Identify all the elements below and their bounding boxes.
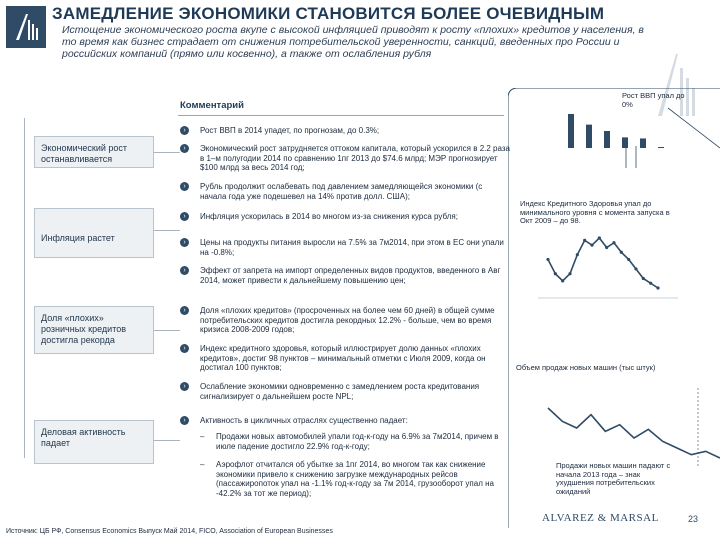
car-sales-line-chart: [548, 388, 720, 468]
credit-index-point: [627, 258, 630, 261]
bullet-arrow-icon: ›: [180, 382, 189, 391]
credit-index-point: [576, 253, 579, 256]
tile-inflation: Инфляция растет: [34, 208, 154, 258]
credit-index-point: [656, 286, 659, 289]
gdp-bar: [658, 147, 664, 148]
bullet-arrow-icon: ›: [180, 182, 189, 191]
credit-index-callout: Индекс Кредитного Здоровья упал до минимального уровня с момента запуска в Окт 2009 – до 98.: [520, 199, 670, 225]
credit-index-point: [634, 267, 637, 270]
company-logo: [6, 6, 46, 48]
bullet-arrow-icon: ›: [180, 126, 189, 135]
credit-index-point: [583, 239, 586, 242]
bullet-arrow-icon: ›: [180, 344, 189, 353]
page-number: 23: [688, 514, 699, 524]
bullet-arrow-icon: ›: [180, 238, 189, 247]
car-sales-callout: Продажи новых машин падают с начала 2013 года – знак ухудшения потребительских ожиданий: [556, 461, 671, 496]
gdp-bar-chart: [568, 114, 664, 168]
comment-section-label: Комментарий: [180, 100, 244, 111]
credit-index-point: [612, 241, 615, 244]
credit-index-point: [605, 246, 608, 249]
credit-index-series: [548, 238, 658, 288]
page-title: ЗАМЕДЛЕНИЕ ЭКОНОМИКИ СТАНОВИТСЯ БОЛЕЕ ОЧЕВИДНЫМ: [52, 4, 605, 23]
brand-name: ALVAREZ & MARSAL: [542, 512, 659, 524]
tile-connector: [154, 440, 180, 441]
tile-economic-growth: Экономический рост останавливается: [34, 136, 154, 168]
credit-index-point: [598, 236, 601, 239]
bullet-arrow-icon: ›: [180, 144, 189, 153]
credit-index-point: [554, 272, 557, 275]
gdp-callout-leader: [668, 108, 720, 148]
car-sales-axis-label: Объем продаж новых машин (тыс штук): [516, 363, 656, 372]
tile-business-activity: Деловая активность падает: [34, 420, 154, 464]
tile-connector: [154, 230, 180, 231]
gdp-callout: Рост ВВП упал до 0%: [622, 91, 685, 109]
source-note: Источник: ЦБ РФ, Consensus Economics Выпуск Май 2014, FICO, Association of European Businesses: [6, 528, 333, 535]
gdp-bar: [604, 131, 610, 148]
bullet-arrow-icon: ›: [180, 416, 189, 425]
tile-connector: [154, 152, 180, 153]
bullet-arrow-icon: ›: [180, 266, 189, 275]
divider: [178, 115, 504, 116]
credit-index-point: [568, 272, 571, 275]
bullet-arrow-icon: ›: [180, 212, 189, 221]
tiles-connector-line: [24, 118, 25, 458]
bullet-arrow-icon: ›: [180, 306, 189, 315]
page-subtitle: Истощение экономического роста вкупе с высокой инфляцией приводят к росту «плохих» кредитов у населения, в то время как бизнес страдает от снижения потребительской уверенности, санкций, введенных про России и российских компаний (прямо или косвенно), а также от ослабления рубля: [62, 24, 644, 60]
credit-index-point: [620, 251, 623, 254]
credit-index-point: [546, 258, 549, 261]
credit-index-point: [642, 277, 645, 280]
credit-index-point: [649, 282, 652, 285]
tile-connector: [154, 330, 180, 331]
gdp-bar: [622, 137, 628, 148]
credit-index-line-chart: [538, 236, 678, 298]
gdp-bar: [640, 138, 646, 148]
gdp-bar: [568, 114, 574, 148]
gdp-bar: [586, 125, 592, 148]
tile-bad-loans: Доля «плохих» розничных кредитов достигла рекорда: [34, 306, 154, 354]
car-sales-series: [548, 408, 720, 458]
credit-index-point: [590, 244, 593, 247]
credit-index-point: [561, 279, 564, 282]
